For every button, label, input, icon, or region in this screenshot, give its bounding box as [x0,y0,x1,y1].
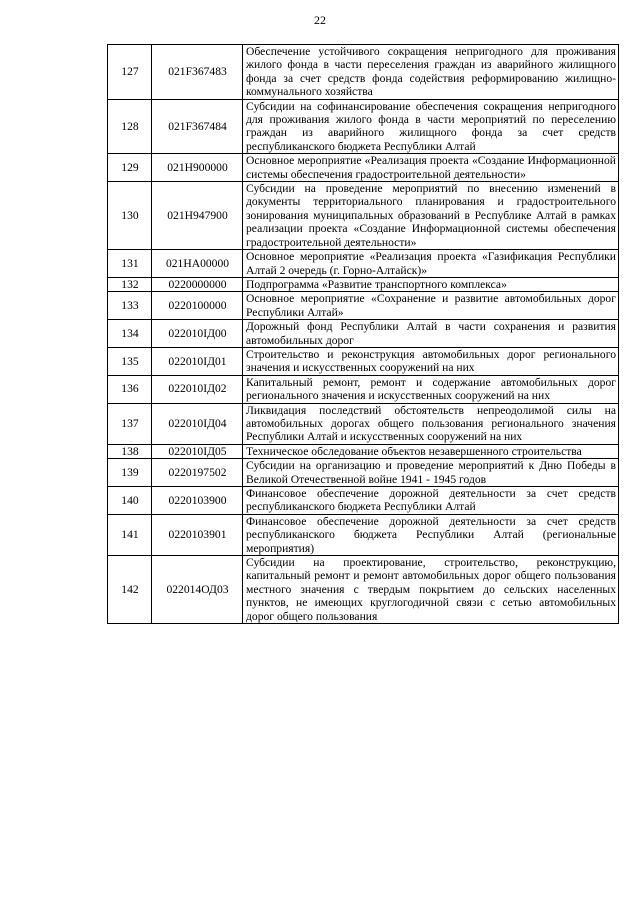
row-description-cell: Финансовое обеспечение дорожной деятельности за счет средств республиканского бюджета Республики Алтай (региональные мероприятия) [243,514,619,555]
table-row [108,403,619,444]
row-description-cell: Субсидии на организацию и проведение мероприятий к Дню Победы в Великой Отечественной войне 1941 - 1945 годов [243,459,619,487]
row-number-cell: 133 [108,292,152,320]
row-code-cell: 022010IД00 [152,320,243,348]
row-number-cell: 128 [108,99,152,154]
row-code-cell: 022014ОД03 [152,556,243,624]
table-row [108,45,619,100]
table-row [108,347,619,375]
table-row [108,277,619,291]
row-description-cell: Техническое обследование объектов незавершенного строительства [243,444,619,458]
row-description-cell: Основное мероприятие «Сохранение и развитие автомобильных дорог Республики Алтай» [243,292,619,320]
row-description-cell: Финансовое обеспечение дорожной деятельности за счет средств республиканского бюджета Республики Алтай [243,487,619,515]
row-code-cell: 022010IД05 [152,444,243,458]
row-description-cell: Обеспечение устойчивого сокращения непригодного для проживания жилого фонда в части переселения граждан из аварийного жилищного фонда за счет средств фонда содействия реформированию жилищно-коммунального хозяйства [243,45,619,100]
row-description-cell: Подпрограмма «Развитие транспортного комплекса» [243,277,619,291]
row-description-cell: Основное мероприятие «Реализация проекта «Создание Информационной системы обеспечения градостроительной деятельности» [243,154,619,182]
row-description-cell: Субсидии на проведение мероприятий по внесению изменений в документы территориального планирования и градостроительного зонирования муниципальных образований в Республике Алтай в рамках реализации проекта «Создание Информационной системы обеспечения градостроительной деятельности» [243,182,619,250]
row-code-cell: 022010IД04 [152,403,243,444]
row-description-cell: Субсидии на софинансирование обеспечения сокращения непригодного для проживания жилого фонда в части мероприятий по переселению граждан из аварийного жилищного фонда за счет средств республиканского бюджета Республики Алтай [243,99,619,154]
row-number-cell: 130 [108,182,152,250]
row-code-cell: 021НА00000 [152,250,243,278]
table-row [108,459,619,487]
table-row [108,154,619,182]
row-description-cell: Субсидии на проектирование, строительство, реконструкцию, капитальный ремонт и ремонт автомобильных дорог общего пользования местного значения с твердым покрытием до сельских населенных пунктов, не имеющих круглогодичной связи с сетью автомобильных дорог общего пользования [243,556,619,624]
row-code-cell: 022010IД02 [152,375,243,403]
row-code-cell: 0220103901 [152,514,243,555]
row-code-cell: 0220100000 [152,292,243,320]
row-number-cell: 135 [108,347,152,375]
row-code-cell: 021Н947900 [152,182,243,250]
table-row [108,514,619,555]
row-number-cell: 132 [108,277,152,291]
row-code-cell: 021Н900000 [152,154,243,182]
page-number: 22 [314,13,326,27]
row-code-cell: 021F367484 [152,99,243,154]
row-description-cell: Капитальный ремонт, ремонт и содержание автомобильных дорог регионального значения и искусственных сооружений на них [243,375,619,403]
row-number-cell: 127 [108,45,152,100]
table-row [108,556,619,624]
row-description-cell: Строительство и реконструкция автомобильных дорог регионального значения и искусственных сооружений на них [243,347,619,375]
table-row [108,444,619,458]
row-number-cell: 139 [108,459,152,487]
row-code-cell: 021F367483 [152,45,243,100]
table-body [108,45,619,624]
table-row [108,487,619,515]
row-number-cell: 141 [108,514,152,555]
table-row [108,182,619,250]
budget-code-table [107,44,619,624]
table-row [108,250,619,278]
table-row [108,375,619,403]
row-number-cell: 137 [108,403,152,444]
row-number-cell: 134 [108,320,152,348]
row-code-cell: 0220000000 [152,277,243,291]
table-row [108,292,619,320]
row-number-cell: 142 [108,556,152,624]
row-code-cell: 0220103900 [152,487,243,515]
table-row [108,99,619,154]
row-description-cell: Дорожный фонд Республики Алтай в части сохранения и развития автомобильных дорог [243,320,619,348]
row-description-cell: Ликвидация последствий обстоятельств непреодолимой силы на автомобильных дорогах общего пользования регионального значения Республики Алтай и искусственных сооружений на них [243,403,619,444]
row-number-cell: 138 [108,444,152,458]
row-description-cell: Основное мероприятие «Реализация проекта «Газификация Республики Алтай 2 очередь (г. Горно-Алтайск)» [243,250,619,278]
row-number-cell: 131 [108,250,152,278]
row-code-cell: 0220197502 [152,459,243,487]
row-code-cell: 022010IД01 [152,347,243,375]
row-number-cell: 129 [108,154,152,182]
row-number-cell: 136 [108,375,152,403]
row-number-cell: 140 [108,487,152,515]
table-row [108,320,619,348]
